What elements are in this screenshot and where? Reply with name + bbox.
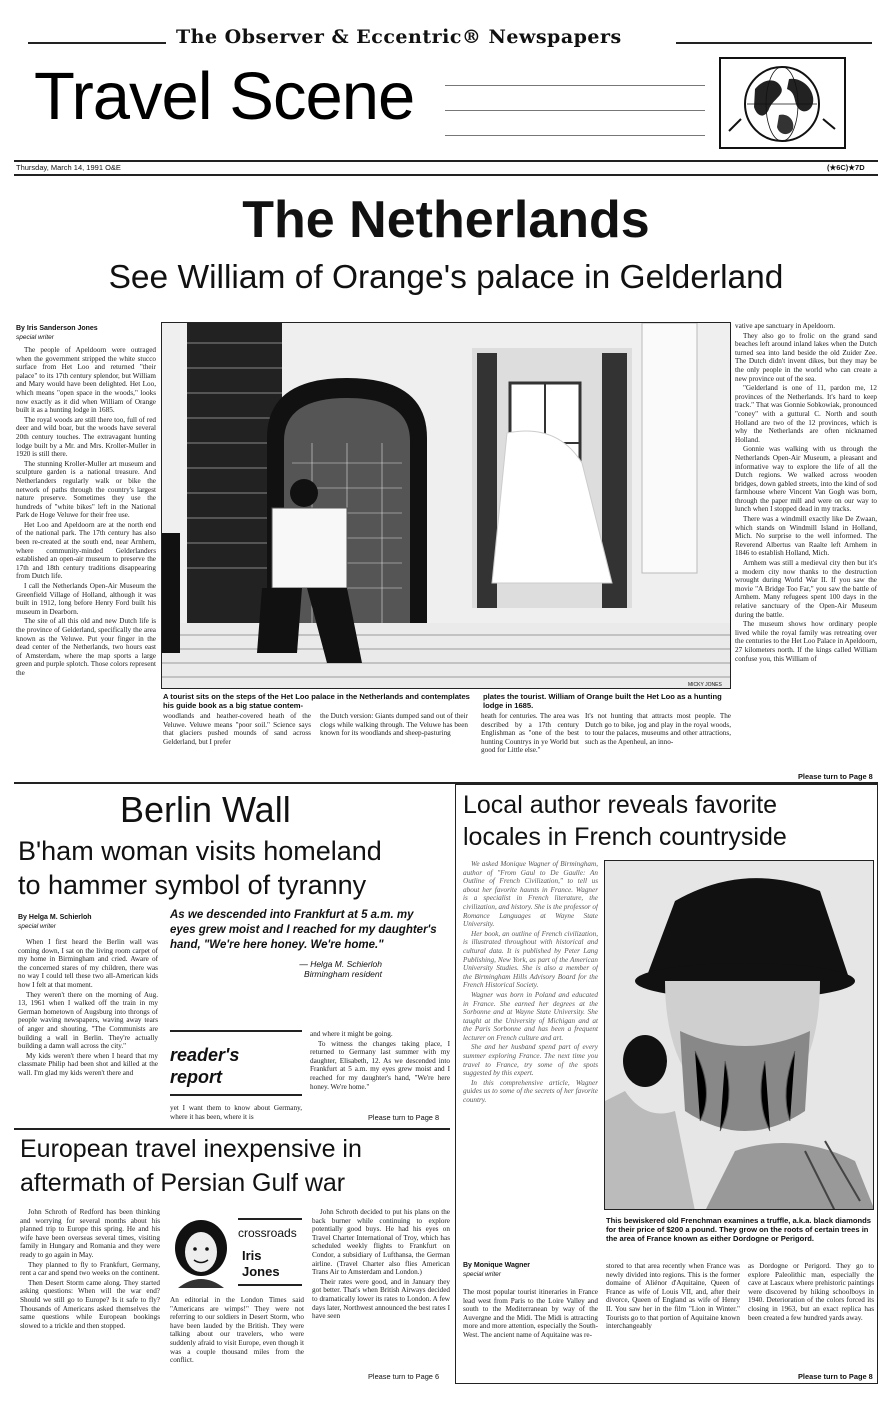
berlin-col-2 [310, 1030, 450, 1110]
french-col-2: stored to that area recently when France was newly divided into regions. This is the former domaine of Aliénor d'Aquitaine, Queen of France as wife of Louis VII, and, after their divorce, Queen of England as wife of Henry II. You saw her in the film "Lion in Winter." Tourists go to that portion of Aquitaine known interchangeably [606, 1262, 740, 1331]
french-intro-p: We asked Monique Wagner of Birmingham, author of "From Gaul to De Gaulle: An Outline of French Civilization," to tell us about her favorite haunts in France. Wagner is a specialist in French literature, the civilization, and history. She is the professor of Romance Languages at Wayne State University. [463, 860, 598, 929]
dateline: Thursday, March 14, 1991 O&E [16, 163, 121, 172]
lead-col-6-p: Gonnie was walking with us through the Netherlands Open-Air Museum, a pleasant and informative way to explore the life of all the Dutch regions. We walked across wooden bridges, down gabled streets, into the kind of sod farmhouse where Vincent Van Gogh was born, through the paper mill and were on our way to lunch when I stopped dead in my tracks. [735, 445, 877, 514]
berlin-pullquote [170, 908, 442, 979]
lead-col-6 [735, 322, 877, 770]
lead-col-6-p: They also go to frolic on the grand sand beaches left around inland lakes when the Dutch turned sea into land beside the old Zuider Zee. The Dutch didn't invent dikes, but they may be the only people in the world who can create a new province out of the sea. [735, 331, 877, 383]
french-col-1: The most popular tourist itineraries in France lead west from Paris to the Loire Valley and south to the Mediterranean by way of the Auvergne and the Midi. The Midi is attracting more and more attention, especially the South-West. The ancient name of Aquitaine was re- [463, 1288, 598, 1339]
french-continued: Please turn to Page 8 [798, 1372, 873, 1381]
berlin-col-1-p: They weren't there on the morning of Aug. 13, 1961 when I walked off the train in my German hometown of Augsburg into throngs of people waving newspapers, waving away tears of anger and shouting, "The Communists are building a wall in Berlin. They're actually building a damn wall across the city." [18, 990, 158, 1051]
lead-headline: The Netherlands [242, 191, 650, 249]
lead-photo-caption-left: A tourist sits on the steps of the Het Loo palace in the Netherlands and contemplates his guide book as a big statue contem- [163, 692, 470, 710]
french-byline: By Monique Wagner [463, 1262, 531, 1269]
europe-col-3-p: John Schroth decided to put his plans on the back burner while continuing to explore potentially good buys. He had his eyes on Travel Charter International of Troy, which has scheduled weekly flights to Frankfurt on Condor, a subsidiary of Lufthansa, the German airline. (Travel Charter also flies American Trans Air to Amsterdam and London.) [312, 1208, 450, 1277]
lead-col-3: the Dutch version: Giants dumped sand out of their clogs while walking through. The Veluwe has been known for its woodlands and sheep-pasturing [320, 712, 468, 738]
lead-col-1-p: The site of all this old and new Dutch life is the province of Gelderland, specifically the area known as the Veluwe. Put your finger in the dead center of the Netherlands, two hours east of Amsterdam, where the map sports a large green and purple splotch. Those colors represent the [16, 617, 156, 677]
berlin-col-2-p: To witness the changes taking place, I returned to Germany last summer with my daughter, Elisabeth, 12. As we descended into Frankfurt at 5 a.m. my eyes grew moist and I reached for my daughter's hand, "We're here honey. We're home." [310, 1039, 450, 1091]
column-name: crossroads [238, 1226, 297, 1240]
berlin-col-2-p: and where it might be going. [310, 1030, 393, 1038]
columnist-portrait [170, 1218, 232, 1288]
publisher-name: The Observer & Eccentric® Newspapers [176, 26, 622, 48]
berlin-byline: By Helga M. Schierloh [18, 914, 92, 921]
berlin-subhead-2: to hammer symbol of tyranny [18, 870, 367, 900]
lead-col-6-p: There was a windmill exactly like De Zwaan, which stands on Windmill Island in Holland, Mich. No surprise to the well informed. The Reverend Albertus van Raalte left Arnhem in 1846 to establish Holland, Mich. [735, 515, 877, 558]
pullquote-text: As we descended into Frankfurt at 5 a.m. my eyes grew moist and I reached for my daughter's hand, "We're here honey. We're home." [170, 909, 437, 951]
french-headline-1: Local author reveals favorite [463, 791, 778, 819]
columnist-first-name: Iris [242, 1248, 262, 1263]
europe-col-1 [20, 1208, 160, 1384]
berlin-col-1-p: My kids weren't there when I heard that my classmate Philip had been shot and killed at the wall. I'm glad my kids weren't there and [18, 1051, 158, 1077]
lead-col-1 [16, 346, 156, 778]
lead-byline-role: special writer [16, 334, 54, 341]
french-intro-p: Her book, an outline of French civilization, is illustrated throughout with historical and cultural data. It is published by Peter Lang Publishing, New York, as part of the American University Studies. She is also a member of the Birmingham Hills Advisory Board for the French Historical Society. [463, 929, 598, 990]
europe-col-1-p: John Schroth of Redford has been thinking and worrying for several months about his planned trip to Europe this spring. He and his wife have been overseas several times, visiting family in Hungary and Romania and they were ready to go again in May. [20, 1208, 160, 1259]
lead-subhead: See William of Orange's palace in Gelderland [108, 259, 784, 296]
photo-credit: MICKY JONES [688, 682, 722, 688]
columnist-last-name: Jones [242, 1264, 280, 1279]
europe-col-3 [312, 1208, 450, 1368]
pullquote-attribution: — Helga M. Schierloh [299, 959, 382, 969]
readers-report-label: reader's report [170, 1045, 240, 1087]
frenchman-photo [604, 860, 874, 1210]
berlin-col-1 [18, 938, 158, 1122]
europe-headline-2: aftermath of Persian Gulf war [20, 1169, 346, 1197]
het-loo-photo [161, 322, 731, 689]
lead-col-1-p: The stunning Kroller-Muller art museum and sculpture garden is a national treasure. And Netherlanders regularly walk or bike the network of paths through the country's largest nature preserve. Sometimes they use the hundreds of "white bikes" left in the National Park de Hoge Veluwe for their free use. [16, 459, 156, 520]
europe-col-2: An editorial in the London Times said "Americans are wimps!" They were not referring to our soldiers in Desert Storm, who have been lauded by the British. They were talking about our travelers, who were suddenly afraid to visit Europe, even though it was a couple thousand miles from the conflict. [170, 1296, 304, 1365]
europe-col-1-p: They planned to fly to Frankfurt, Germany, rent a car and spend two weeks on the continent. [20, 1260, 160, 1278]
french-col-3: as Dordogne or Perigord. They go to explore Paleolithic man, especially the cave at Lascaux where prehistoric paintings were discovered by hiking schoolboys in 1940. Deterioration of the colors forced its closing in 1963, but an exact replica has been created a few hundred yards away. [748, 1262, 874, 1322]
globe-icon [719, 57, 846, 149]
berlin-col-1-p: When I first heard the Berlin wall was coming down, I sat on the living room carpet of my home in Birmingham and cried. Aware of the concerned stares of my children, there was no way I could tell these two all-American kids how I felt at that moment. [18, 938, 158, 989]
french-photo-caption: This bewiskered old Frenchman examines a truffle, a.k.a. black diamonds for their price of $200 a pound. They grow on the roots of certain trees in the area of France known as either Dordogne or Perigord. [606, 1216, 872, 1243]
french-byline-role: special writer [463, 1271, 501, 1278]
section-title: Travel Scene [34, 59, 415, 134]
europe-col-1-p: Then Desert Storm came along. They started asking questions: When will the war end? Should we still go to Europe? Is it safe to fly? Thousands of Americans asked themselves the same questions while European bookings slowed to a trickle and then stopped. [20, 1278, 160, 1330]
french-intro-p: She and her husband spend part of every summer exploring France. The next time you travel to France, try some of the spots suggested by this expert. [463, 1043, 598, 1078]
lead-byline: By Iris Sanderson Jones [16, 325, 98, 332]
lead-col-1-p: Het Loo and Apeldoorn are at the north end of the national park. The 17th century has also been re-created at the south end, near Arnhem, where community-minded Gelderlanders established an open-air museum to preserve the 17th and 18th century traditions disappearing from Dutch life. [16, 520, 156, 581]
french-headline-2: locales in French countryside [463, 823, 787, 851]
berlin-col-tail: yet I want them to know about Germany, where it has been, where it is [170, 1104, 302, 1121]
french-intro [463, 860, 598, 1256]
lead-photo-caption-right: plates the tourist. William of Orange built the Het Loo as a hunting lodge in 1685. [483, 692, 722, 710]
lead-continued: Please turn to Page 8 [798, 772, 873, 781]
berlin-headline: Berlin Wall [120, 789, 291, 830]
pullquote-attribution-2: Birmingham resident [304, 969, 382, 979]
lead-col-5: It's not hunting that attracts most people. The Dutch go to bike, jog and play in the royal woods, to tour the palaces, museums and other attractions, such as the Apenheul, an inno- [585, 712, 731, 746]
french-intro-p: In this comprehensive article, Wagner guides us to some of the secrets of her favorite country. [463, 1078, 598, 1105]
lead-col-6-p: vative ape sanctuary in Apeldoorn. [735, 322, 835, 330]
berlin-subhead-1: B'ham woman visits homeland [18, 836, 382, 866]
europe-headline-1: European travel inexpensive in [20, 1135, 362, 1163]
french-intro-p: Wagner was born in Poland and educated in France. She earned her degrees at the Sorbonne and at Wayne State University. She taught at the University of Michigan and at the Paris Sorbonne and has been a frequent lecturer on French culture and art. [463, 990, 598, 1042]
berlin-continued: Please turn to Page 8 [368, 1113, 440, 1122]
europe-continued: Please turn to Page 6 [368, 1372, 440, 1381]
lead-col-1-p: I call the Netherlands Open-Air Museum the Greenfield Village of Holland, although it was built in 1912, long before Henry Ford built his museum in Dearborn. [16, 582, 156, 616]
lead-col-6-p: "Gelderland is one of 11, pardon me, 12 provinces of the Netherlands. It's hard to keep track." That was Gonnie Sobkowiak, pronounced "coney" with a guttural C. North and south Holland are two of the 12 provinces, which is why the Netherlands are often nicknamed Holland. [735, 384, 877, 444]
lead-col-4: heath for centuries. The area was described by a 17th century Englishman as "one of the best hunting Countrys in ye World but good for Little else." [481, 712, 579, 755]
lead-col-1-p: The royal woods are still there too, full of red deer and wild boar, but the woods have several 20th century touches. The extravagant hunting lodge built by a Mr. and Mrs. Kroller-Muller in 1920 is still there. [16, 415, 156, 459]
lead-col-6-p: The museum shows how ordinary people lived while the royal family was retreating over the centuries to the Het Loo Palace in Apeldoorn, 27 kilometers north. If the kings called William confuse you, this William of [735, 620, 877, 663]
lead-col-6-p: Arnhem was still a medieval city then but it's a modern city now thanks to the destruction wrought during World War II. If you saw the movie "A Bridge Too Far," you saw the battle of Arnhem. Many refugees spent 100 days in the relative sanctuary of the Open-Air Museum during the battle. [735, 559, 877, 619]
europe-col-3-p: Their rates were good, and in January they got better. That's when British Airways decided to dramatically lower its rates to London. A few days later, Northwest announced the best rates I have seen [312, 1277, 450, 1321]
lead-col-1-p: The people of Apeldoorn were outraged when the government stripped the white stucco surface from Het Loo and returned "their palace" to its 17th century splendor, but William and Mary would have been delighted. Het Loo, which means "open space in the woods," looks now exactly as it did when William of Orange built it as a hunting lodge in 1685. [16, 346, 156, 415]
lead-col-2: woodlands and heather-covered heath of the Veluwe. Veluwe means "poor soil." Science says that glaciers pushed mounds of sand across Gelderland, but I prefer [163, 712, 311, 746]
edition-code: (★6C)★7D [827, 163, 865, 172]
berlin-byline-role: special writer [18, 923, 56, 930]
